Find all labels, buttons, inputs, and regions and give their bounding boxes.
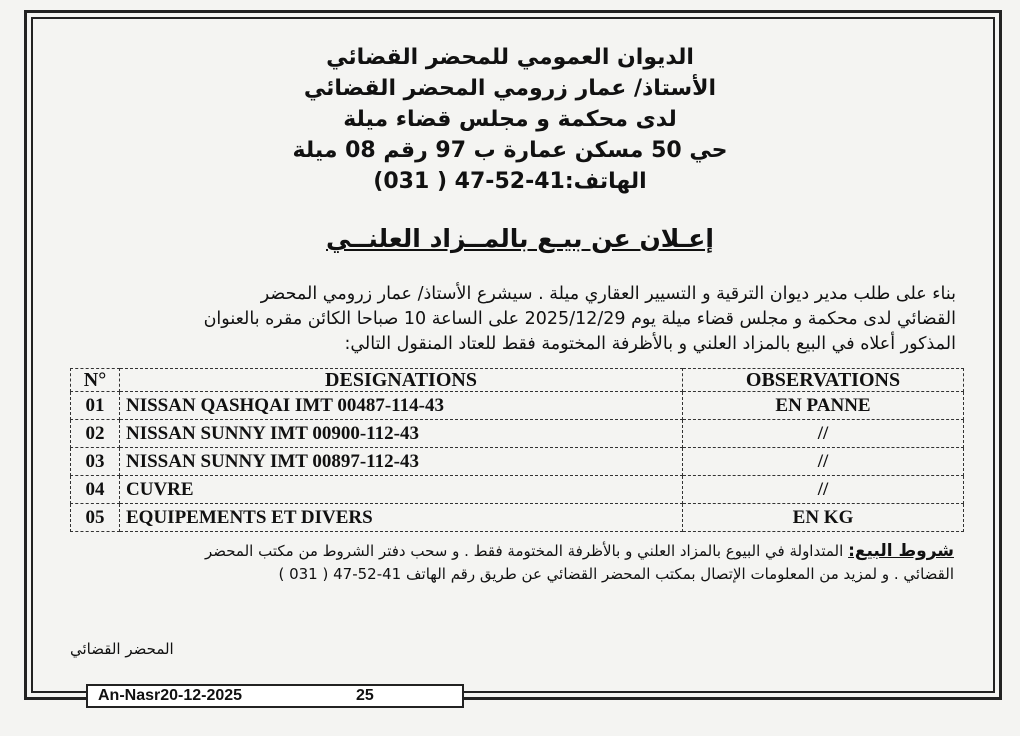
table-header-row [71,369,964,392]
table-row [71,476,964,504]
conditions-line-2: القضائي . و لمزيد من المعلومات الإتصال بمكتب المحضر القضائي عن طريق رقم الهاتف 41-52-47 ( 031 ) [278,565,954,583]
row-observation: // [683,420,964,448]
body-line-1: بناء على طلب مدير ديوان الترقية و التسيير العقاري ميلة . سيشرع الأستاذ/ عمار زرومي المحضر [260,284,956,304]
footer-source-box [86,684,464,708]
bailiff-header [200,42,820,197]
row-observation: EN KG [683,504,964,532]
header-address: حي 50 مسكن عمارة ب 97 رقم 08 ميلة [292,138,728,163]
header-designation: DESIGNATIONS [120,369,683,392]
row-observation: EN PANNE [683,392,964,420]
row-num: 02 [71,420,120,448]
row-observation: // [683,476,964,504]
row-num: 04 [71,476,120,504]
row-designation: NISSAN QASHQAI IMT 00487-114-43 [120,392,683,420]
row-num: 01 [71,392,120,420]
conditions-text-1: المتداولة في البيوع بالمزاد العلني و بالأظرفة المختومة فقط . و سحب دفتر الشروط من مكتب المحضر [204,542,849,560]
table-row [71,420,964,448]
row-designation: EQUIPEMENTS ET DIVERS [120,504,683,532]
announcement-body [68,282,956,357]
conditions-label: شروط البيع: [848,541,954,561]
header-court: لدى محكمة و مجلس قضاء ميلة [343,107,677,132]
header-bailiff-name: الأستاذ/ عمار زرومي المحضر القضائي [303,76,717,101]
table-row [71,504,964,532]
sale-conditions [70,540,954,586]
row-designation: NISSAN SUNNY IMT 00900-112-43 [120,420,683,448]
conditions-line-1 [70,540,954,563]
items-table [70,368,964,532]
announcement-title: إعـلان عن بيـع بالمــزاد العلنــي [326,224,714,253]
row-num: 03 [71,448,120,476]
footer-source: An-Nasr20-12-2025 [98,687,243,704]
body-line-3: المذكور أعلاه في البيع بالمزاد العلني و بالأظرفة المختومة فقط للعتاد المنقول التالي: [344,334,956,354]
header-office-name: الديوان العمومي للمحضر القضائي [326,45,694,70]
row-designation: NISSAN SUNNY IMT 00897-112-43 [120,448,683,476]
table-row [71,448,964,476]
row-designation: CUVRE [120,476,683,504]
signature: المحضر القضائي [70,640,174,658]
row-num: 05 [71,504,120,532]
row-observation: // [683,448,964,476]
body-line-2: القضائي لدى محكمة و مجلس قضاء ميلة يوم 2025/12/29 على الساعة 10 صباحا الكائن مقره بالعنوان [203,309,956,329]
table-row [71,392,964,420]
footer-page-number: 25 [356,687,374,704]
header-num: N° [71,369,120,392]
header-observation: OBSERVATIONS [683,369,964,392]
header-phone: الهاتف:41-52-47 ( 031) [373,169,647,194]
